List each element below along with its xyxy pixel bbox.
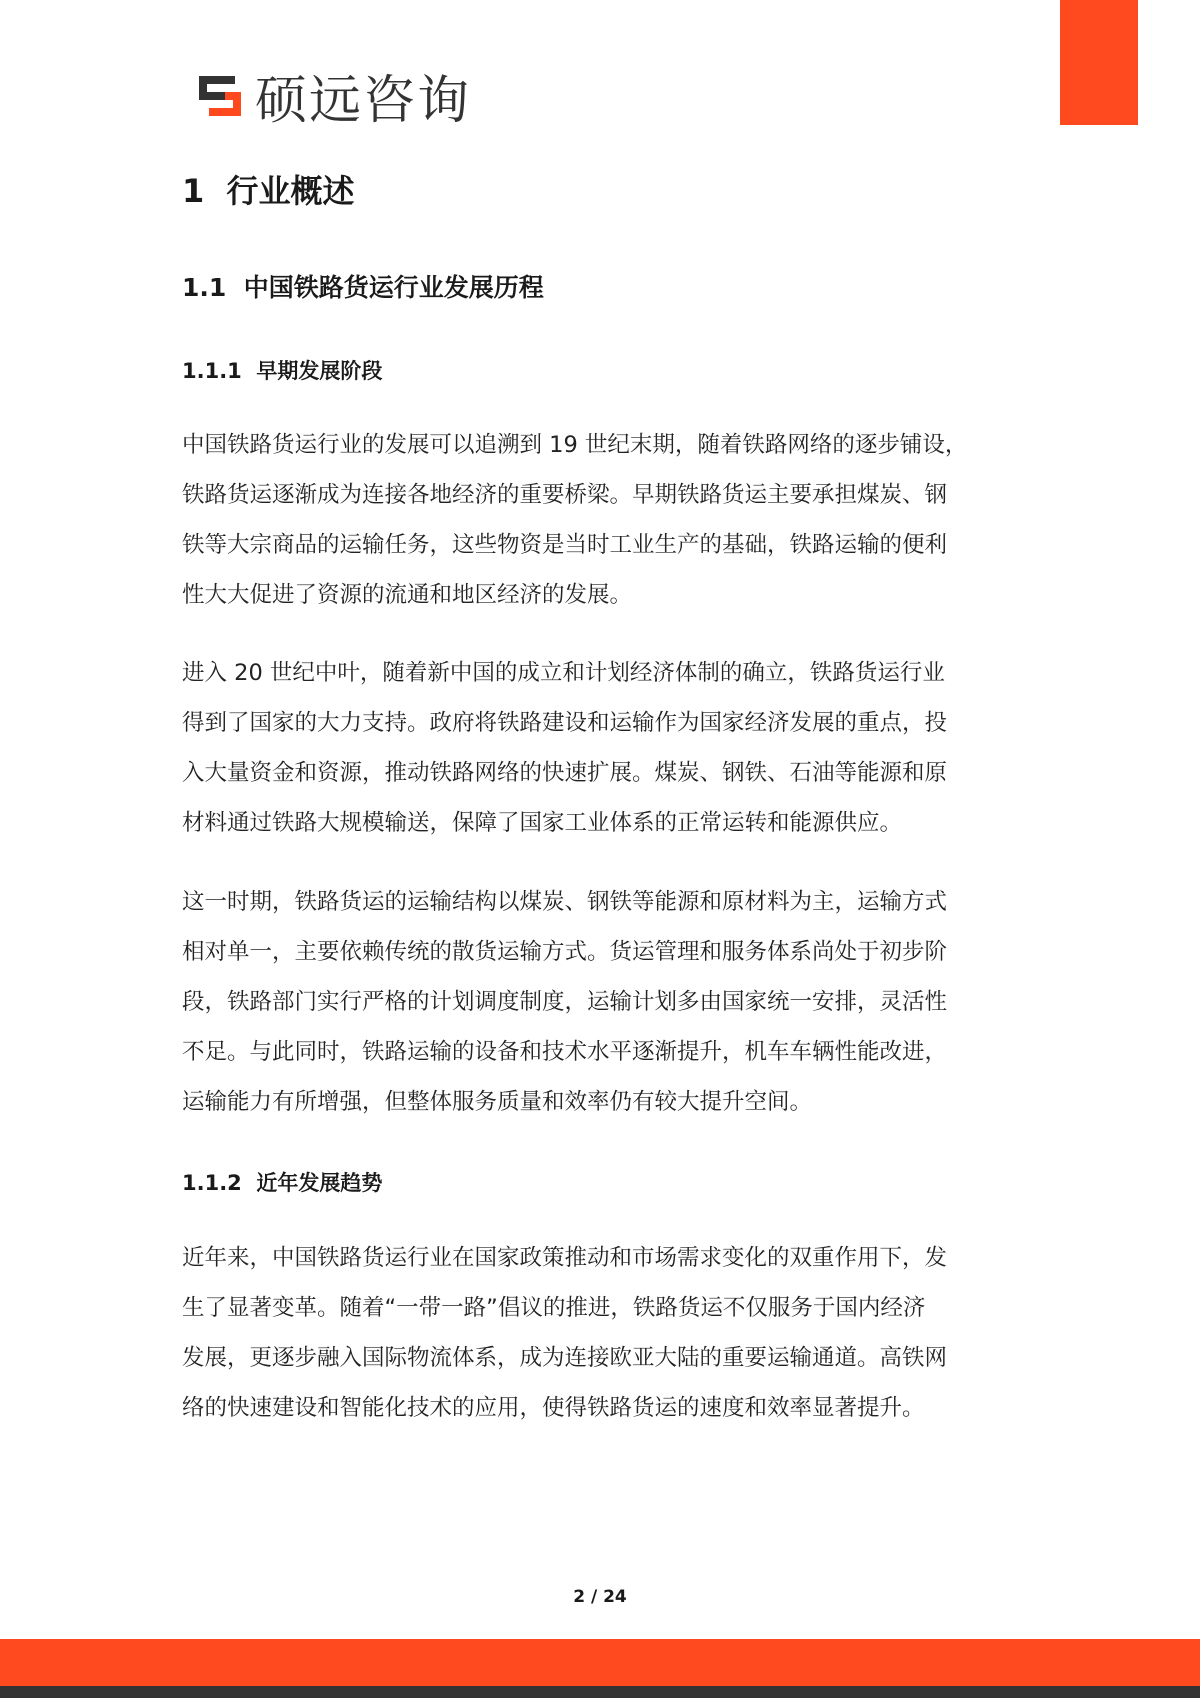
footer-accent-bar	[0, 1639, 1200, 1686]
paragraph-4	[182, 1233, 947, 1433]
text-line: 铁路货运逐渐成为连接各地经济的重要桥梁。早期铁路货运主要承担煤炭、钢	[182, 482, 948, 508]
text-line: 不足。与此同时，铁路运输的设备和技术水平逐渐提升，机车车辆性能改进，	[182, 1039, 948, 1065]
text-line: 得到了国家的大力支持。政府将铁路建设和运输作为国家经济发展的重点，投	[182, 710, 948, 736]
text-line: 段，铁路部门实行严格的计划调度制度，运输计划多由国家统一安排，灵活性	[182, 989, 948, 1015]
text-line: 入大量资金和资源，推动铁路网络的快速扩展。煤炭、钢铁、石油等能源和原	[182, 760, 948, 786]
text-line: 生了显著变革。随着“一带一路”倡议的推进，铁路货运不仅服务于国内经济	[182, 1295, 926, 1321]
chapter-heading: 1 行业概述	[182, 172, 355, 210]
text-line: 发展，更逐步融入国际物流体系，成为连接欧亚大陆的重要运输通道。高铁网	[182, 1345, 948, 1371]
text-line: 铁等大宗商品的运输任务，这些物资是当时工业生产的基础，铁路运输的便利	[182, 532, 948, 558]
text-line: 材料通过铁路大规模输送，保障了国家工业体系的正常运转和能源供应。	[182, 810, 903, 836]
subsection-heading-early: 1.1.1 早期发展阶段	[182, 359, 383, 383]
logo-text: 硕远咨询	[255, 70, 472, 131]
corner-accent-tab	[1060, 0, 1138, 125]
text-line: 中国铁路货运行业的发展可以追溯到 19 世纪末期，随着铁路网络的逐步铺设，	[182, 432, 968, 458]
text-line: 近年来，中国铁路货运行业在国家政策推动和市场需求变化的双重作用下，发	[182, 1245, 948, 1271]
text-line: 进入 20 世纪中叶，随着新中国的成立和计划经济体制的确立，铁路货运行业	[182, 660, 945, 686]
text-line: 这一时期，铁路货运的运输结构以煤炭、钢铁等能源和原材料为主，运输方式	[182, 889, 948, 915]
text-line: 性大大促进了资源的流通和地区经济的发展。	[182, 582, 633, 608]
subsection-heading-recent: 1.1.2 近年发展趋势	[182, 1171, 383, 1195]
paragraph-2	[182, 648, 947, 848]
text-line: 运输能力有所增强，但整体服务质量和效率仍有较大提升空间。	[182, 1089, 813, 1115]
brand-logo	[195, 62, 472, 131]
logo-mark-icon	[195, 70, 245, 120]
paragraph-3	[182, 877, 947, 1127]
paragraph-1	[182, 420, 967, 620]
footer-dark-strip	[0, 1686, 1200, 1698]
text-line: 络的快速建设和智能化技术的应用，使得铁路货运的速度和效率显著提升。	[182, 1395, 925, 1421]
section-heading: 1.1 中国铁路货运行业发展历程	[182, 273, 544, 302]
page-number: 2 / 24	[573, 1587, 627, 1607]
text-line: 相对单一，主要依赖传统的散货运输方式。货运管理和服务体系尚处于初步阶	[182, 939, 948, 965]
